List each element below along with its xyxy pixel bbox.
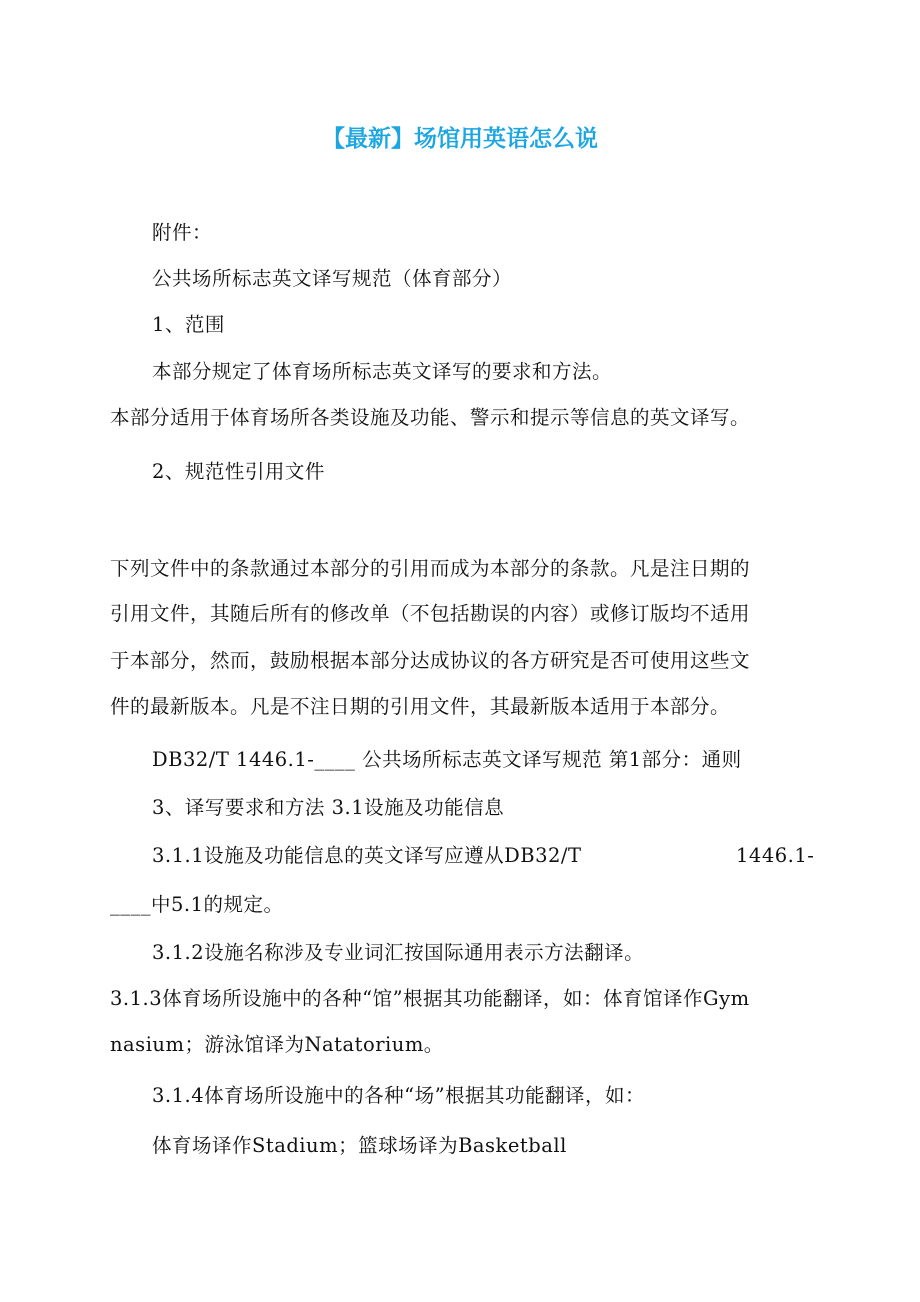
paragraph-line: 件的最新版本。凡是不注日期的引用文件，其最新版本适用于本部分。 bbox=[110, 695, 731, 718]
paragraph-line: 于本部分，然而，鼓励根据本部分达成协议的各方研究是否可使用这些文 bbox=[110, 649, 751, 672]
paragraph-line: ____中5.1的规定。 bbox=[110, 893, 284, 916]
paragraph-line-right: 1446.1- bbox=[736, 844, 815, 867]
attachment-label: 附件： bbox=[152, 221, 213, 244]
paragraph-line: 3.1.1设施及功能信息的英文译写应遵从DB32/T bbox=[152, 844, 582, 867]
paragraph-line: 下列文件中的条款通过本部分的引用而成为本部分的条款。凡是注日期的 bbox=[110, 557, 751, 580]
paragraph-line: 3.1.3体育场所设施中的各种“馆”根据其功能翻译，如：体育馆译作Gym bbox=[110, 987, 750, 1010]
heading-scope: 1、范围 bbox=[152, 313, 225, 336]
paragraph-line: 本部分规定了体育场所标志英文译写的要求和方法。 bbox=[152, 360, 613, 383]
paragraph-line: 3.1.4体育场所设施中的各种“场”根据其功能翻译，如： bbox=[152, 1084, 646, 1107]
reference-standard: DB32/T 1446.1-____ 公共场所标志英文译写规范 第1部分：通则 bbox=[152, 748, 742, 771]
heading-requirements: 3、译写要求和方法 3.1设施及功能信息 bbox=[152, 796, 505, 819]
heading-references: 2、规范性引用文件 bbox=[152, 460, 325, 483]
paragraph-line: 体育场译作Stadium；篮球场译为Basketball bbox=[152, 1134, 567, 1157]
paragraph-line: nasium；游泳馆译为Natatorium。 bbox=[110, 1033, 444, 1056]
document-title: 【最新】场馆用英语怎么说 bbox=[322, 126, 598, 152]
paragraph-line: 引用文件，其随后所有的修改单（不包括勘误的内容）或修订版均不适用 bbox=[110, 602, 751, 625]
paragraph-line: 3.1.2设施名称涉及专业词汇按国际通用表示方法翻译。 bbox=[152, 941, 645, 964]
paragraph-line: 本部分适用于体育场所各类设施及功能、警示和提示等信息的英文译写。 bbox=[110, 406, 751, 429]
section-heading: 公共场所标志英文译写规范（体育部分） bbox=[152, 267, 513, 290]
